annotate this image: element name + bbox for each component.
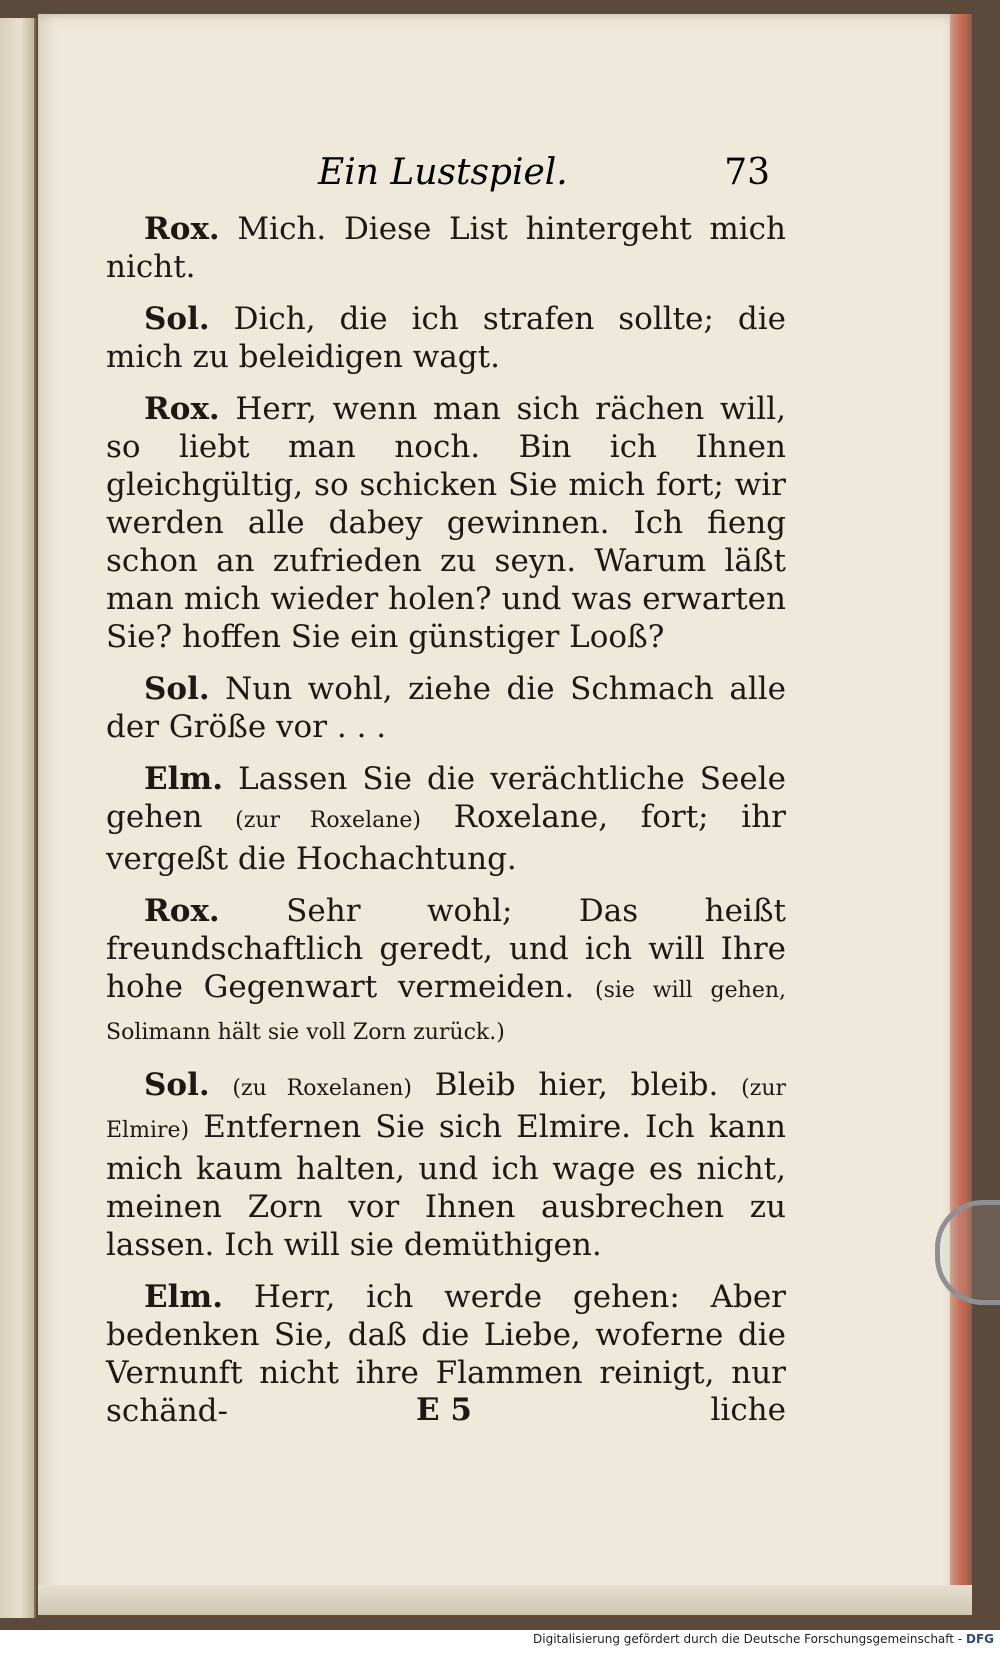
dialogue-text: Nun wohl, ziehe die Schmach alle der Größe vor . . . xyxy=(106,671,786,745)
speaker-name: Elm. xyxy=(144,761,223,797)
page-footer xyxy=(106,1392,786,1436)
speaker-name: Sol. xyxy=(144,671,210,707)
speaker-name: Rox. xyxy=(144,893,220,929)
speaker-name: Sol. xyxy=(144,1067,210,1103)
dialogue-text: Herr, wenn man sich rächen will, so liebt man noch. Bin ich Ihnen gleichgültig, so schicken Sie mich fort; wir werden alle dabey gewinnen. Ich fieng schon an zufrieden zu seyn. Warum läßt man mich wieder holen? und was erwarten Sie? hoffen Sie ein günstiger Looß? xyxy=(106,391,786,655)
paragraph xyxy=(106,1066,786,1264)
stage-direction: (sie will gehen, Solimann hält sie voll Zorn zurück.) xyxy=(106,978,786,1045)
page-text xyxy=(106,210,786,1430)
facing-page-edge xyxy=(0,18,36,1618)
page-number: 73 xyxy=(724,152,770,193)
dialogue-text: Lassen Sie die verächtliche Seele gehen xyxy=(106,761,786,835)
stage-direction: (zur Elmire) xyxy=(106,1076,786,1143)
speaker-name: Sol. xyxy=(144,301,210,337)
dfg-logo: DFG xyxy=(965,1632,994,1646)
stage-direction: (zu Roxelanen) xyxy=(232,1076,413,1101)
page-bottom-edge xyxy=(38,1585,972,1615)
dialogue-text: Mich. Diese List hintergeht mich nicht. xyxy=(106,211,786,285)
digitization-credit xyxy=(533,1632,994,1646)
dialogue-text: Herr, ich werde gehen: Aber bedenken Sie, daß die Liebe, woferne die Vernunft nicht ihre Flammen reinigt, nur schänd- xyxy=(106,1279,786,1429)
paragraph xyxy=(106,670,786,746)
signature-mark: E 5 xyxy=(416,1392,472,1428)
page-fore-edge xyxy=(950,14,972,1610)
dialogue-text: Roxelane, fort; ihr vergeßt die Hochachtung. xyxy=(106,799,786,877)
stage-direction: (zur Roxelane) xyxy=(235,808,421,833)
catchword: liche xyxy=(710,1392,786,1428)
dialogue-text: Bleib hier, bleib. xyxy=(434,1067,719,1103)
speaker-name: Elm. xyxy=(144,1279,223,1315)
credit-text: Digitalisierung gefördert durch die Deutsche Forschungsgemeinschaft - xyxy=(533,1632,963,1646)
paragraph xyxy=(106,300,786,376)
page-header xyxy=(318,152,778,200)
paragraph xyxy=(106,892,786,1052)
speaker-name: Rox. xyxy=(144,391,220,427)
speaker-name: Rox. xyxy=(144,211,220,247)
dialogue-text: Sehr wohl; Das heißt freundschaftlich geredt, und ich will Ihre hohe Gegenwart vermeiden. xyxy=(106,893,786,1005)
paragraph xyxy=(106,390,786,656)
paragraph xyxy=(106,210,786,286)
running-title: Ein Lustspiel. xyxy=(318,152,568,193)
dialogue-text: Dich, die ich strafen sollte; die mich zu beleidigen wagt. xyxy=(106,301,786,375)
paragraph xyxy=(106,760,786,878)
dialogue-text: Entfernen Sie sich Elmire. Ich kann mich kaum halten, und ich wage es nicht, meinen Zorn vor Ihnen ausbrechen zu lassen. Ich will sie demüthigen. xyxy=(106,1109,786,1263)
